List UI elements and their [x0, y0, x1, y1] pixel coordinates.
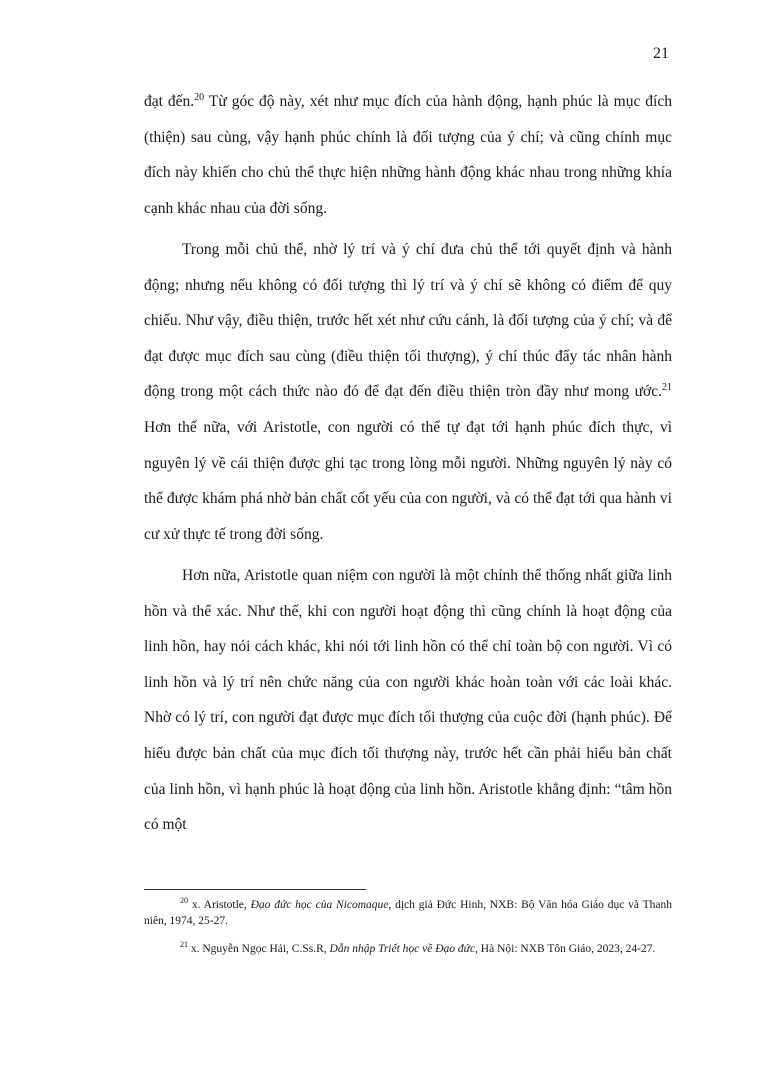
paragraph-2: [144, 232, 672, 552]
page-number: 21: [653, 45, 669, 62]
paragraph-3: [144, 558, 672, 843]
footnote-ref-21[interactable]: 21: [662, 382, 672, 394]
paragraph-3-text: Hơn nữa, Aristotle quan niệm con người là một chỉnh thể thống nhất giữa linh hồn và thể xác. Như thế, khi con người hoạt động thì cũng chính là hoạt động của linh hồn, hay nói cách khác, khi nói tới linh hồn có thể chỉ toàn bộ con người. Vì có linh hồn và lý trí nên chức năng của con người khác hoàn toàn với các loài khác. Nhờ có lý trí, con người đạt được mục đích tối thượng của cuộc đời (hạnh phúc). Để hiểu được bản chất của mục đích tối thượng này, trước hết cần phải hiểu bản chất của linh hồn, vì hạnh phúc là hoạt động của linh hồn. Aristotle khẳng định: “tâm hồn có một: [144, 567, 672, 834]
paragraph-2-text-start: Trong mỗi chủ thể, nhờ lý trí và ý chí đưa chủ thể tới quyết định và hành động; nhưng nếu không có đối tượng thì lý trí và ý chí sẽ không có điểm để quy chiếu. Như vậy, điều thiện, trước hết xét như cứu cánh, là đối tượng của ý chí; và để đạt được mục đích sau cùng (điều thiện tối thượng), ý chí thúc đẩy tác nhân hành động trong một cách thức nào đó để đạt đến điều thiện tròn đầy như mong ước.: [144, 241, 672, 401]
footnote-21-suffix: Hà Nội: NXB Tôn Giáo, 2023, 24-27.: [477, 943, 656, 955]
footnote-20-title: Đạo đức học của Nicomaque: [250, 899, 389, 911]
footnote-20: [144, 898, 672, 929]
footnote-separator: [144, 889, 366, 890]
footnote-21: [144, 942, 672, 958]
footnote-21-number: 21: [180, 940, 188, 950]
footnote-20-prefix: x. Aristotle,: [188, 899, 251, 911]
paragraph-2-text-end: Hơn thế nữa, với Aristotle, con người có thể tự đạt tới hạnh phúc đích thực, vì nguyên lý về cái thiện được ghi tạc trong lòng mỗi người. Những nguyên lý này có thể được khám phá nhờ bản chất cốt yếu của con người, và có thể đạt tới qua hành vi cư xử thực tế trong đời sống.: [144, 418, 672, 543]
footnote-21-prefix: x. Nguyễn Ngọc Hải, C.Ss.R,: [188, 943, 330, 955]
paragraph-1-text-end: Từ góc độ này, xét như mục đích của hành động, hạnh phúc là mục đích (thiện) sau cùng, vậy hạnh phúc chính là đối tượng của ý chí; và cũng chính mục đích này khiến cho chủ thể thực hiện những hành động khác nhau trong những khía cạnh khác nhau của đời sống.: [144, 93, 672, 217]
paragraph-1: [144, 84, 672, 226]
paragraph-1-text-start: đạt đến.: [144, 93, 195, 110]
footnote-ref-20[interactable]: 20: [194, 91, 205, 103]
footnote-20-number: 20: [180, 896, 188, 906]
footnote-20-suffix: , dịch giả Đức Hinh, NXB: Bộ Văn hóa Giáo dục và Thanh niên, 1974, 25-27.: [144, 899, 672, 927]
footnote-21-title: Dẫn nhập Triết học về Đạo đức,: [329, 943, 478, 955]
